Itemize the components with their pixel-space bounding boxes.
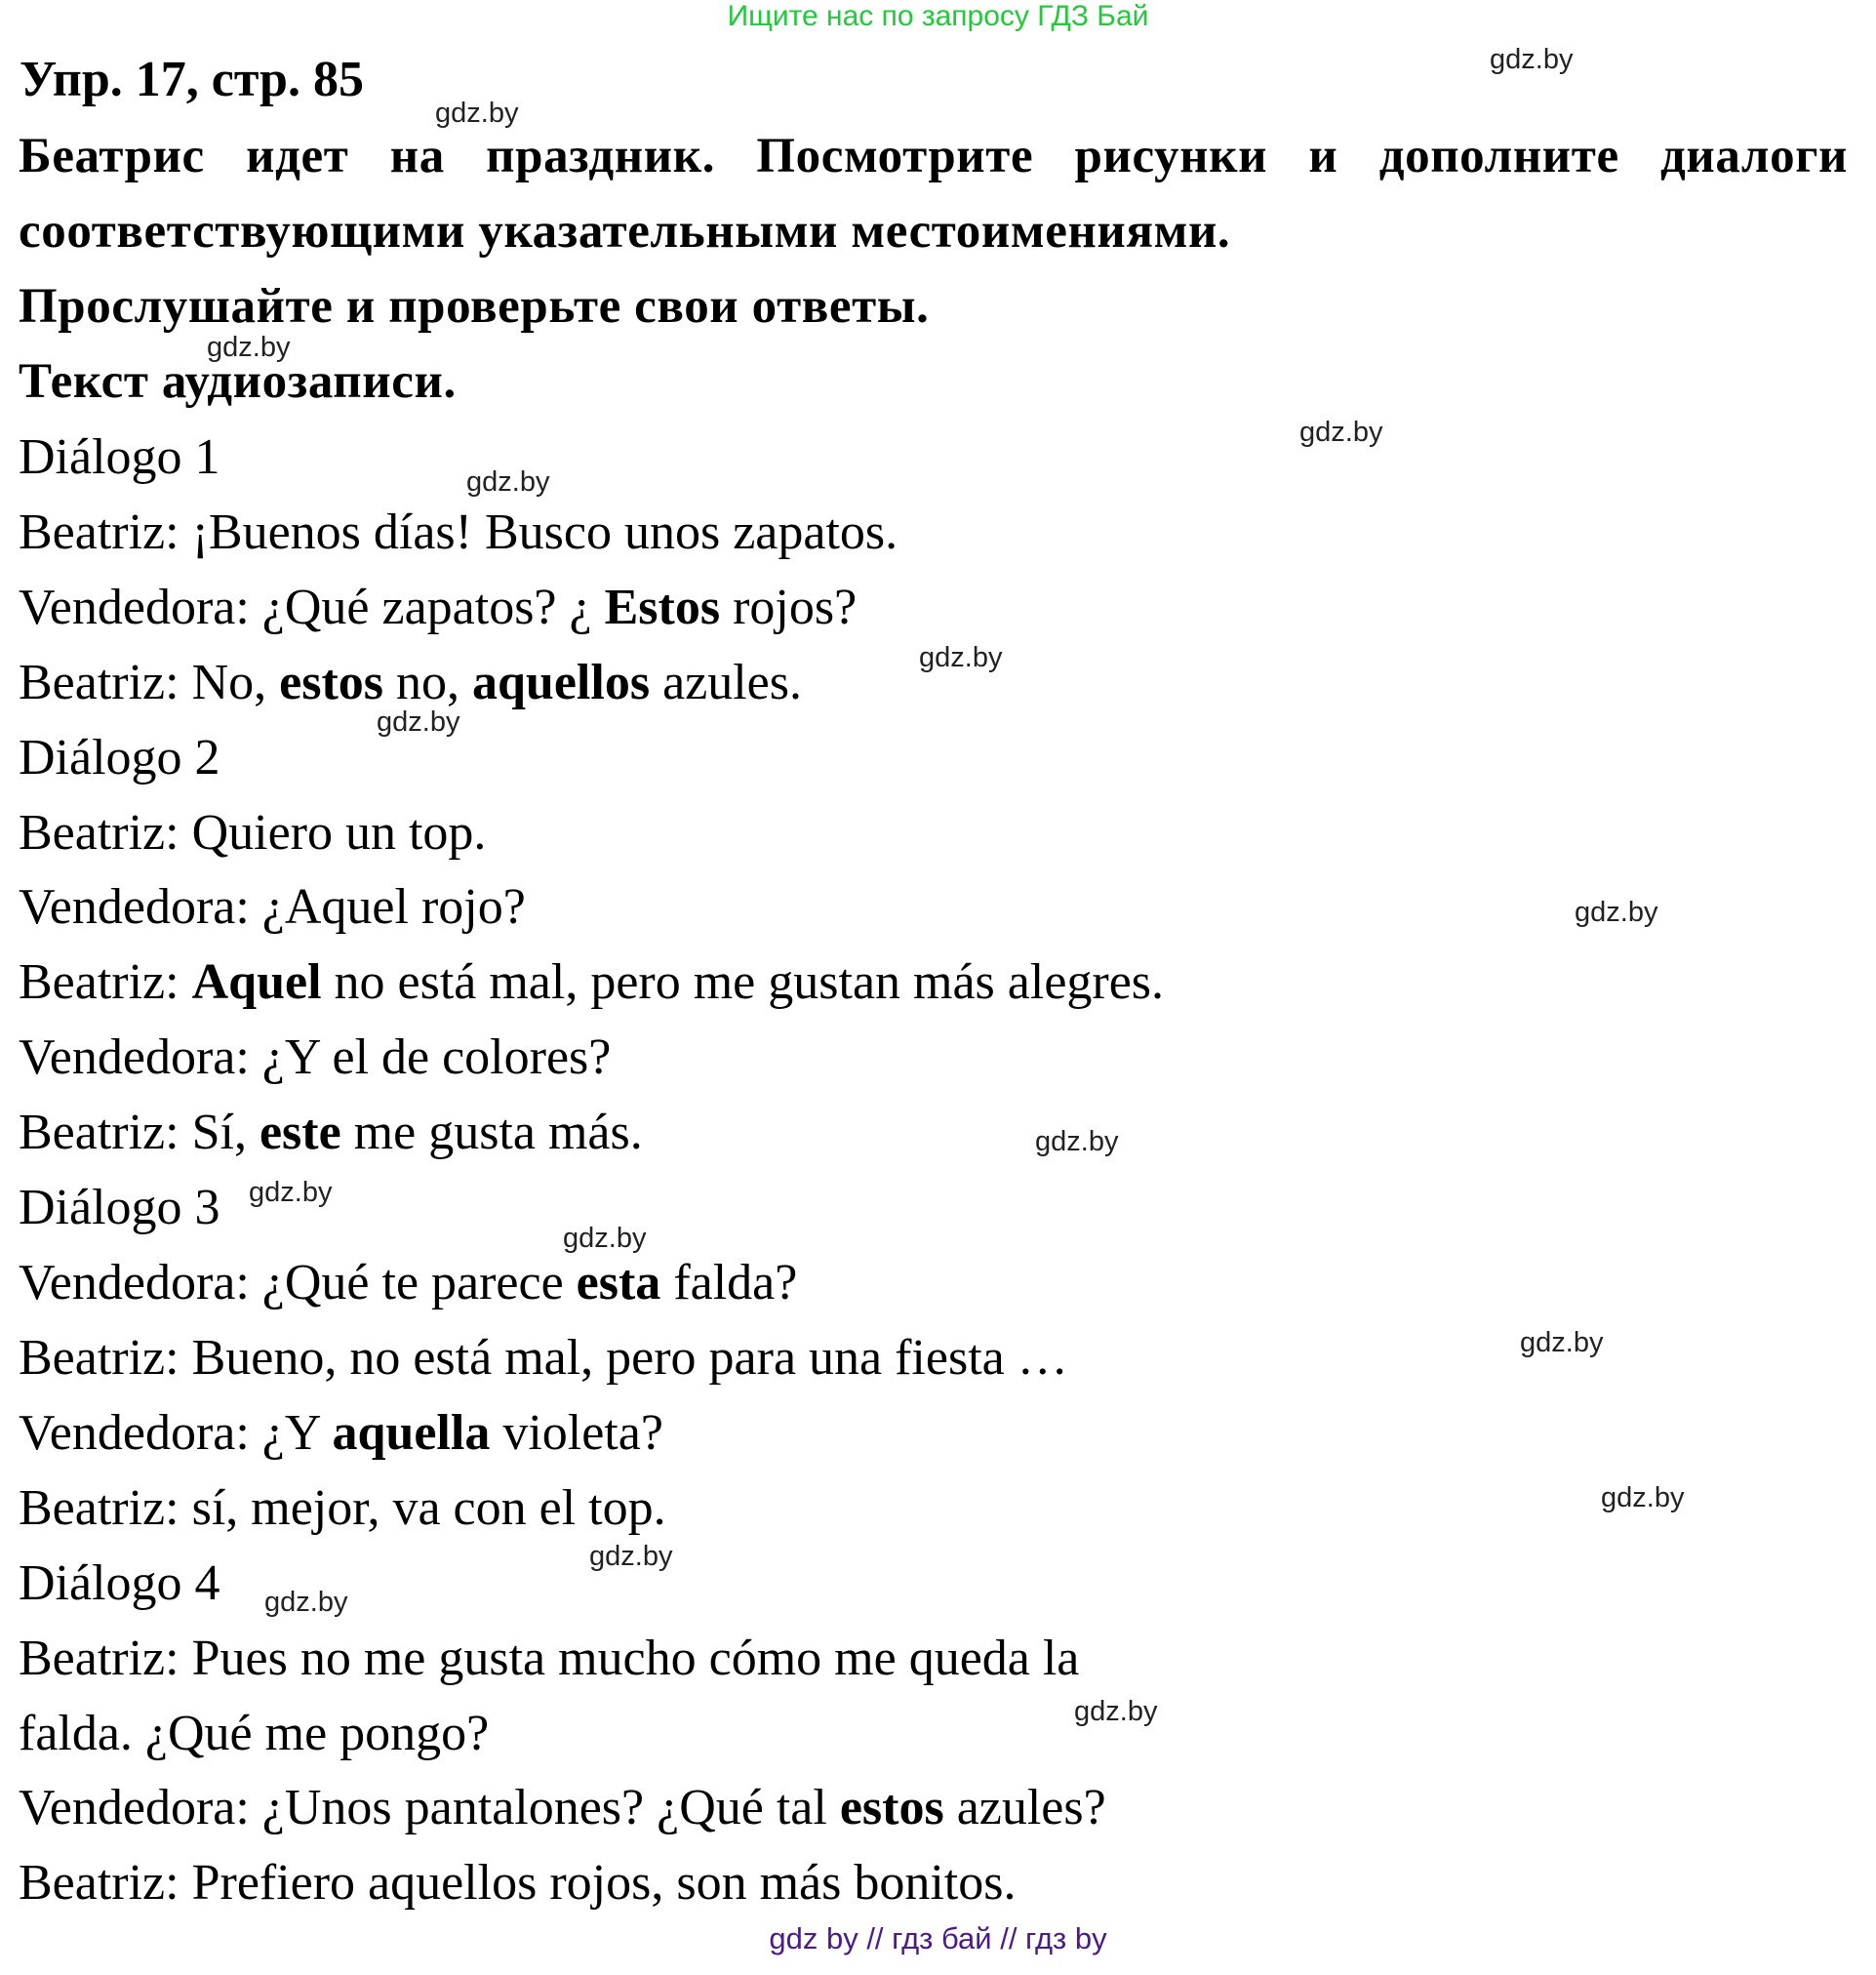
text-segment: Diálogo 1 — [19, 429, 220, 485]
instruction-line — [19, 269, 930, 344]
text-segment: Beatriz: sí, mejor, va con el top. — [19, 1480, 666, 1536]
watermark: gdz.by — [1074, 1696, 1158, 1727]
footer-watermark: gdz by // гдз бай // гдз by — [769, 1921, 1107, 1955]
text-segment: Vendedora: ¿Qué zapatos? ¿ — [19, 580, 605, 635]
text-segment: Текст аудиозаписи. — [19, 354, 457, 409]
text-segment: rojos? — [720, 580, 858, 635]
text-segment: Beatriz: Quiero un top. — [19, 805, 487, 861]
text-segment: no, — [383, 655, 473, 710]
text-segment: Diálogo 3 — [19, 1180, 220, 1235]
text-segment: violeta? — [490, 1405, 663, 1461]
text-segment: соответствующими указательными местоимениями. — [19, 204, 1231, 259]
text-segment: azules? — [943, 1780, 1106, 1835]
dialogue-line — [19, 1471, 666, 1546]
search-banner: Ищите нас по запросу ГДЗ Бай — [727, 0, 1149, 32]
watermark: gdz.by — [1520, 1327, 1604, 1358]
text-segment: Прослушайте и проверьте свои ответы. — [19, 279, 930, 334]
dialogue-line — [19, 945, 1164, 1020]
dialogue-line — [19, 1170, 220, 1245]
text-segment: Vendedora: ¿Qué te parece — [19, 1255, 577, 1310]
answer-pronoun: Aquel — [191, 954, 322, 1010]
text-segment: Vendedora: ¿Aquel rojo? — [19, 879, 526, 935]
watermark: gdz.by — [1299, 417, 1383, 448]
text-segment: Vendedora: ¿Y — [19, 1405, 333, 1461]
text-segment: Vendedora: ¿Unos pantalones? ¿Qué tal — [19, 1780, 840, 1835]
text-segment: Beatriz: Prefiero aquellos rojos, son más bonitos. — [19, 1855, 1017, 1911]
answer-pronoun: estos — [279, 655, 384, 710]
text-segment: azules. — [650, 655, 803, 710]
text-segment: Beatriz: Sí, — [19, 1105, 259, 1160]
watermark: gdz.by — [1035, 1126, 1119, 1157]
instruction-line — [19, 194, 1230, 269]
dialogue-line — [19, 1621, 1079, 1696]
dialogue-line — [19, 1770, 1106, 1845]
answer-pronoun: este — [259, 1105, 341, 1160]
dialogue-line — [19, 720, 220, 795]
watermark: gdz.by — [207, 332, 291, 363]
dialogue-line — [19, 869, 526, 945]
watermark: gdz.by — [1575, 897, 1658, 928]
answer-pronoun: estos — [839, 1780, 944, 1835]
text-segment: Vendedora: ¿Y el de colores? — [19, 1029, 612, 1085]
dialogue-line — [19, 1696, 489, 1771]
watermark: gdz.by — [466, 466, 550, 498]
watermark: gdz.by — [1601, 1482, 1685, 1513]
text-segment: me gusta más. — [340, 1105, 643, 1160]
watermark: gdz.by — [377, 706, 460, 738]
text-segment: Beatriz: — [19, 954, 192, 1010]
text-segment: Беатрис идет на праздник. Посмотрите рисунки и дополните диалоги — [19, 129, 1848, 183]
instruction-line — [19, 119, 1848, 194]
exercise-title: Упр. 17, стр. 85 — [20, 52, 364, 107]
text-segment: no está mal, pero me gustan más alegres. — [321, 954, 1165, 1010]
watermark: gdz.by — [563, 1223, 647, 1254]
answer-pronoun: aquella — [332, 1405, 491, 1461]
dialogue-line — [19, 1546, 220, 1621]
answer-pronoun: aquellos — [472, 655, 651, 710]
answer-pronoun: Estos — [604, 580, 721, 635]
watermark: gdz.by — [264, 1587, 348, 1618]
text-segment: Beatriz: No, — [19, 655, 280, 710]
dialogue-line — [19, 1245, 797, 1320]
watermark: gdz.by — [589, 1541, 673, 1572]
dialogue-line — [19, 1395, 663, 1471]
dialogue-line — [19, 570, 857, 645]
text-segment: Beatriz: ¡Buenos días! Busco unos zapatos. — [19, 504, 898, 560]
dialogue-line — [19, 1095, 643, 1170]
text-segment: Diálogo 4 — [19, 1555, 220, 1611]
watermark: gdz.by — [1490, 44, 1574, 75]
text-segment: Beatriz: Bueno, no está mal, pero para una fiesta … — [19, 1330, 1068, 1386]
dialogue-line — [19, 1320, 1068, 1395]
dialogue-line — [19, 1845, 1016, 1920]
text-segment: falda. ¿Qué me pongo? — [19, 1706, 490, 1761]
text-segment: Diálogo 2 — [19, 730, 220, 786]
text-segment: falda? — [660, 1255, 798, 1310]
watermark: gdz.by — [249, 1177, 333, 1208]
text-segment: Beatriz: Pues no me gusta mucho cómo me queda la — [19, 1631, 1080, 1686]
watermark: gdz.by — [919, 642, 1003, 673]
dialogue-line — [19, 1020, 611, 1095]
answer-pronoun: esta — [576, 1255, 661, 1310]
dialogue-line — [19, 795, 486, 870]
watermark: gdz.by — [435, 98, 519, 129]
dialogue-line — [19, 495, 898, 570]
dialogue-line — [19, 420, 220, 495]
